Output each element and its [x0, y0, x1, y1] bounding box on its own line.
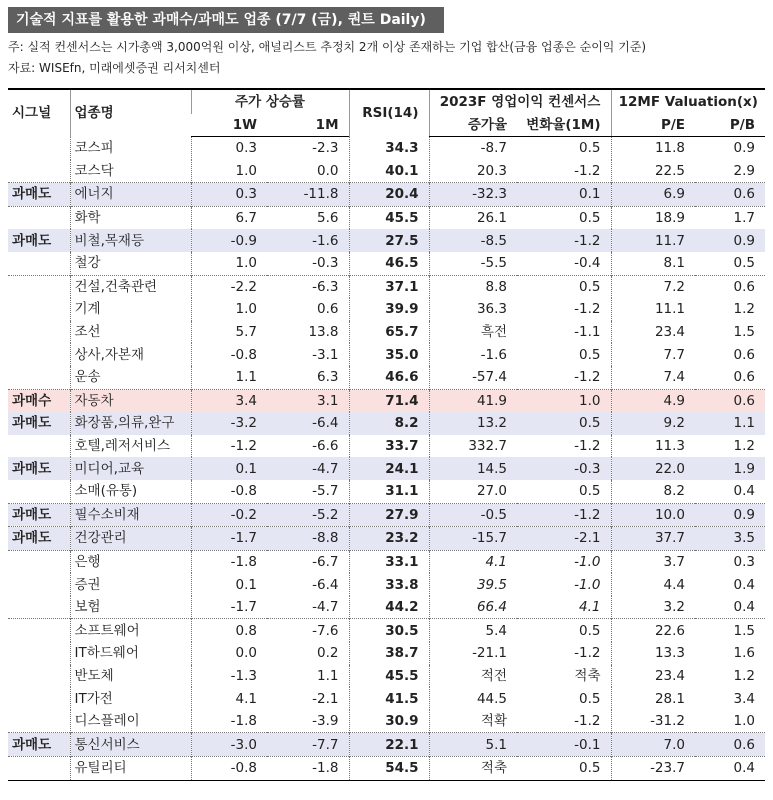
signal-cell — [8, 206, 70, 229]
signal-cell — [8, 573, 70, 596]
industry-cell: 비철,목재등 — [70, 229, 191, 252]
signal-cell — [8, 687, 70, 710]
rsi-cell: 54.5 — [349, 757, 429, 781]
return-1w-cell: -1.7 — [191, 527, 267, 551]
return-1w-cell: -0.9 — [191, 229, 267, 252]
return-1w-cell: 0.1 — [191, 573, 267, 596]
rsi-cell: 27.9 — [349, 503, 429, 527]
table-row — [8, 137, 765, 160]
pb-cell: 2.9 — [733, 162, 756, 179]
rsi-cell: 31.1 — [349, 480, 429, 503]
return-1m-cell: 0.6 — [317, 301, 339, 318]
growth-cell: -0.5 — [429, 503, 517, 527]
industry-cell: 상사,자본재 — [70, 343, 191, 366]
header-pe: P/E — [611, 114, 695, 137]
return-1m-cell: -11.8 — [267, 183, 349, 207]
industry-cell: 필수소비재 — [70, 503, 191, 527]
signal-cell — [8, 619, 70, 642]
pe-cell: 4.9 — [611, 389, 695, 412]
pb-cell: 0.4 — [733, 599, 756, 616]
pe-cell: 9.2 — [611, 412, 695, 435]
return-1m-cell: 1.1 — [317, 667, 339, 684]
pe-cell: 18.9 — [611, 206, 695, 229]
table-row — [8, 457, 765, 480]
table-row — [8, 160, 765, 183]
table-row — [8, 275, 765, 298]
pe-cell: 6.9 — [611, 183, 695, 207]
return-1m-cell: -6.4 — [312, 576, 339, 593]
industry-cell: 증권 — [70, 573, 191, 596]
rsi-cell: 27.5 — [349, 229, 429, 252]
return-1m-cell: -3.9 — [312, 713, 339, 730]
signal-cell — [8, 252, 70, 275]
rsi-cell: 45.5 — [349, 665, 429, 688]
pb-cell: 0.9 — [695, 503, 765, 527]
return-1m-cell: -7.6 — [267, 619, 349, 642]
change-cell: -1.2 — [574, 713, 601, 730]
pe-cell: 13.3 — [611, 642, 695, 665]
return-1w-cell: -0.8 — [191, 757, 267, 781]
rsi-cell: 45.5 — [349, 206, 429, 229]
pb-cell: 0.4 — [733, 483, 756, 500]
table-row — [8, 480, 765, 503]
growth-cell: 5.1 — [429, 733, 517, 757]
change-cell: 0.5 — [517, 619, 611, 642]
pe-cell: 23.4 — [611, 665, 695, 688]
table-row — [8, 642, 765, 665]
return-1w-cell: 1.0 — [191, 298, 267, 321]
signal-cell: 과매도 — [8, 733, 70, 757]
rsi-cell: 33.7 — [349, 435, 429, 458]
table-row — [8, 435, 765, 458]
growth-cell: 적확 — [429, 710, 517, 733]
change-cell: -1.2 — [574, 301, 601, 318]
pe-cell: 22.5 — [611, 160, 695, 183]
signal-cell — [8, 710, 70, 733]
table-row — [8, 321, 765, 344]
rsi-cell: 44.2 — [349, 596, 429, 619]
pe-cell: 8.2 — [611, 480, 695, 503]
pe-cell: -23.7 — [611, 757, 695, 781]
pb-cell: 1.0 — [733, 713, 756, 730]
rsi-cell: 22.1 — [349, 733, 429, 757]
table-row — [8, 343, 765, 366]
return-1w-cell: 1.1 — [191, 366, 267, 389]
table-row — [8, 389, 765, 412]
growth-cell: -15.7 — [429, 527, 517, 551]
table-row — [8, 252, 765, 275]
rsi-cell: 38.7 — [349, 642, 429, 665]
growth-cell: 14.5 — [429, 457, 517, 480]
return-1w-cell: 0.8 — [191, 619, 267, 642]
header-consensus-group: 2023F 영업이익 컨센서스 — [429, 89, 611, 114]
industry-cell: 건설,건축관련 — [70, 275, 191, 298]
change-cell: -1.2 — [574, 162, 601, 179]
pe-cell: 10.0 — [611, 503, 695, 527]
pb-cell: 0.4 — [695, 757, 765, 781]
return-1m-cell: -6.7 — [267, 550, 349, 573]
growth-cell: 8.8 — [429, 275, 517, 298]
pb-cell: 3.4 — [733, 690, 756, 707]
header-1w: 1W — [191, 114, 267, 137]
pe-cell: 3.2 — [611, 596, 695, 619]
return-1m-cell: -2.3 — [312, 140, 339, 157]
indicator-table — [8, 88, 765, 781]
return-1w-cell: -0.8 — [191, 343, 267, 366]
signal-cell — [8, 343, 70, 366]
pe-cell: 37.7 — [611, 527, 695, 551]
signal-cell — [8, 435, 70, 458]
pe-cell: 3.7 — [611, 550, 695, 573]
return-1m-cell: 6.3 — [317, 369, 339, 386]
rsi-cell: 8.2 — [349, 412, 429, 435]
rsi-cell: 24.1 — [349, 457, 429, 480]
pb-cell: 1.6 — [733, 645, 756, 662]
header-pb: P/B — [695, 114, 765, 137]
pe-cell: 22.6 — [611, 619, 695, 642]
growth-cell: -8.7 — [429, 137, 517, 160]
return-1m-cell: -4.7 — [312, 599, 339, 616]
return-1m-cell: -1.8 — [267, 757, 349, 781]
industry-cell: 반도체 — [70, 665, 191, 688]
pe-cell: 28.1 — [611, 687, 695, 710]
industry-cell: 은행 — [70, 550, 191, 573]
pb-cell: 0.9 — [733, 140, 756, 157]
table-title: 기술적 지표를 활용한 과매수/과매도 업종 (7/7 (금), 퀀트 Daily) — [8, 7, 444, 33]
growth-cell: 332.7 — [429, 435, 517, 458]
return-1w-cell: -3.2 — [191, 412, 267, 435]
return-1m-cell: 13.8 — [308, 324, 339, 341]
change-cell: -0.3 — [517, 457, 611, 480]
industry-cell: 코스닥 — [70, 160, 191, 183]
signal-cell — [8, 665, 70, 688]
return-1w-cell: 0.1 — [191, 457, 267, 480]
signal-cell — [8, 550, 70, 573]
pe-cell: -31.2 — [611, 710, 695, 733]
return-1w-cell: -1.7 — [191, 596, 267, 619]
rsi-cell: 41.5 — [349, 687, 429, 710]
signal-cell: 과매도 — [8, 457, 70, 480]
pb-cell: 1.5 — [695, 619, 765, 642]
change-cell: 0.5 — [517, 412, 611, 435]
signal-cell: 과매도 — [8, 412, 70, 435]
table-row — [8, 596, 765, 619]
table-row — [8, 366, 765, 389]
pb-cell: 1.2 — [733, 667, 756, 684]
growth-cell: 4.1 — [429, 550, 517, 573]
return-1w-cell: -2.2 — [191, 275, 267, 298]
rsi-cell: 23.2 — [349, 527, 429, 551]
change-cell: -1.2 — [517, 503, 611, 527]
pe-cell: 4.4 — [611, 573, 695, 596]
return-1m-cell: -4.7 — [267, 457, 349, 480]
industry-cell: 에너지 — [70, 183, 191, 207]
growth-cell: -21.1 — [429, 642, 517, 665]
return-1w-cell: -3.0 — [191, 733, 267, 757]
table-row — [8, 619, 765, 642]
signal-cell — [8, 160, 70, 183]
pe-cell: 7.7 — [611, 343, 695, 366]
industry-cell: 코스피 — [70, 137, 191, 160]
return-1m-cell: -7.7 — [267, 733, 349, 757]
growth-cell: 20.3 — [429, 160, 517, 183]
growth-cell: -57.4 — [429, 366, 517, 389]
growth-cell: 39.5 — [429, 573, 517, 596]
industry-cell: 건강관리 — [70, 527, 191, 551]
return-1m-cell: -6.6 — [312, 438, 339, 455]
change-cell: 0.5 — [579, 346, 601, 363]
table-row — [8, 503, 765, 527]
return-1w-cell: 3.4 — [191, 389, 267, 412]
industry-cell: 화장품,의류,완구 — [70, 412, 191, 435]
change-cell: 4.1 — [579, 599, 601, 616]
header-change: 변화율(1M) — [517, 114, 611, 137]
header-rsi: RSI(14) — [349, 89, 429, 137]
return-1m-cell: -6.4 — [267, 412, 349, 435]
signal-cell: 과매도 — [8, 183, 70, 207]
change-cell: 0.5 — [517, 757, 611, 781]
table-row — [8, 206, 765, 229]
change-cell: -1.0 — [517, 550, 611, 573]
signal-cell: 과매도 — [8, 229, 70, 252]
signal-cell — [8, 137, 70, 160]
change-cell: -1.1 — [574, 324, 601, 341]
change-cell: 0.5 — [579, 690, 601, 707]
industry-cell: 화학 — [70, 206, 191, 229]
header-1m: 1M — [267, 114, 349, 137]
table-row — [8, 757, 765, 781]
industry-cell: 기계 — [70, 298, 191, 321]
header-signal: 시그널 — [8, 89, 70, 137]
return-1w-cell: -1.8 — [191, 550, 267, 573]
growth-cell: 44.5 — [429, 687, 517, 710]
growth-cell: 41.9 — [429, 389, 517, 412]
rsi-cell: 30.9 — [349, 710, 429, 733]
growth-cell: 36.3 — [429, 298, 517, 321]
table-row — [8, 229, 765, 252]
industry-cell: 호텔,레저서비스 — [70, 435, 191, 458]
growth-cell: 66.4 — [429, 596, 517, 619]
rsi-cell: 35.0 — [349, 343, 429, 366]
growth-cell: 5.4 — [429, 619, 517, 642]
rsi-cell: 33.8 — [349, 573, 429, 596]
industry-cell: IT하드웨어 — [70, 642, 191, 665]
pe-cell: 22.0 — [611, 457, 695, 480]
table-row — [8, 573, 765, 596]
change-cell: -0.1 — [517, 733, 611, 757]
rsi-cell: 20.4 — [349, 183, 429, 207]
pe-cell: 23.4 — [611, 321, 695, 344]
rsi-cell: 46.5 — [349, 252, 429, 275]
pb-cell: 1.9 — [695, 457, 765, 480]
return-1m-cell: 5.6 — [267, 206, 349, 229]
rsi-cell: 40.1 — [349, 160, 429, 183]
rsi-cell: 71.4 — [349, 389, 429, 412]
rsi-cell: 37.1 — [349, 275, 429, 298]
pb-cell: 1.1 — [695, 412, 765, 435]
growth-cell: 26.1 — [429, 206, 517, 229]
return-1w-cell: -0.2 — [191, 503, 267, 527]
table-row — [8, 412, 765, 435]
pb-cell: 1.2 — [733, 301, 756, 318]
table-row — [8, 298, 765, 321]
signal-cell — [8, 321, 70, 344]
signal-cell: 과매도 — [8, 527, 70, 551]
signal-cell — [8, 642, 70, 665]
signal-cell — [8, 757, 70, 781]
change-cell: -1.2 — [574, 438, 601, 455]
pe-cell: 7.4 — [611, 366, 695, 389]
source-note: 자료: WISEfn, 미래에셋증권 리서치센터 — [8, 61, 221, 75]
industry-cell: 소프트웨어 — [70, 619, 191, 642]
return-1w-cell: 0.3 — [191, 137, 267, 160]
return-1w-cell: 4.1 — [191, 687, 267, 710]
industry-cell: 디스플레이 — [70, 710, 191, 733]
industry-cell: 미디어,교육 — [70, 457, 191, 480]
change-cell: 0.5 — [517, 206, 611, 229]
pe-cell: 7.2 — [611, 275, 695, 298]
table-row — [8, 733, 765, 757]
growth-cell: -8.5 — [429, 229, 517, 252]
table-row — [8, 550, 765, 573]
pb-cell: 0.6 — [695, 183, 765, 207]
return-1m-cell: -5.2 — [267, 503, 349, 527]
change-cell: 0.1 — [517, 183, 611, 207]
table-row — [8, 183, 765, 207]
change-cell: 적축 — [574, 667, 601, 684]
pb-cell: 0.3 — [695, 550, 765, 573]
growth-cell: 흑전 — [429, 321, 517, 344]
return-1w-cell: -1.3 — [191, 665, 267, 688]
pb-cell: 0.5 — [733, 255, 756, 272]
industry-cell: 자동차 — [70, 389, 191, 412]
pb-cell: 0.6 — [695, 389, 765, 412]
return-1m-cell: -1.6 — [267, 229, 349, 252]
growth-cell: -32.3 — [429, 183, 517, 207]
return-1w-cell: 1.0 — [191, 252, 267, 275]
growth-cell: 27.0 — [429, 480, 517, 503]
change-cell: -0.4 — [574, 255, 601, 272]
signal-cell — [8, 366, 70, 389]
signal-cell — [8, 275, 70, 298]
pe-cell: 7.0 — [611, 733, 695, 757]
return-1m-cell: -0.3 — [312, 255, 339, 272]
pb-cell: 1.2 — [733, 438, 756, 455]
growth-cell: 적전 — [429, 665, 517, 688]
return-1w-cell: 5.7 — [191, 321, 267, 344]
signal-cell: 과매도 — [8, 503, 70, 527]
rsi-cell: 33.1 — [349, 550, 429, 573]
pb-cell: 3.5 — [695, 527, 765, 551]
pb-cell: 0.6 — [695, 275, 765, 298]
return-1m-cell: -8.8 — [267, 527, 349, 551]
table-row — [8, 710, 765, 733]
growth-cell: 적축 — [429, 757, 517, 781]
signal-cell — [8, 480, 70, 503]
pb-cell: 0.4 — [733, 576, 756, 593]
pb-cell: 0.6 — [733, 369, 756, 386]
return-1m-cell: 0.2 — [317, 645, 339, 662]
rsi-cell: 46.6 — [349, 366, 429, 389]
pe-cell: 11.8 — [611, 137, 695, 160]
industry-cell: 철강 — [70, 252, 191, 275]
pe-cell: 11.3 — [611, 435, 695, 458]
industry-cell: 소매(유통) — [70, 480, 191, 503]
header-valuation-group: 12MF Valuation(x) — [611, 89, 765, 114]
pe-cell: 8.1 — [611, 252, 695, 275]
return-1m-cell: -5.7 — [312, 483, 339, 500]
industry-cell: 운송 — [70, 366, 191, 389]
return-1w-cell: -1.2 — [191, 435, 267, 458]
pe-cell: 11.7 — [611, 229, 695, 252]
industry-cell: 보험 — [70, 596, 191, 619]
table-row — [8, 527, 765, 551]
pb-cell: 0.6 — [695, 733, 765, 757]
return-1m-cell: 0.0 — [317, 162, 339, 179]
header-industry: 업종명 — [70, 89, 191, 137]
rsi-cell: 65.7 — [349, 321, 429, 344]
return-1m-cell: -2.1 — [312, 690, 339, 707]
industry-cell: 유틸리티 — [70, 757, 191, 781]
growth-cell: 13.2 — [429, 412, 517, 435]
industry-cell: 통신서비스 — [70, 733, 191, 757]
pe-cell: 11.1 — [611, 298, 695, 321]
industry-cell: 조선 — [70, 321, 191, 344]
rsi-cell: 39.9 — [349, 298, 429, 321]
return-1m-cell: 3.1 — [267, 389, 349, 412]
header-growth: 증가율 — [429, 114, 517, 137]
return-1w-cell: 1.0 — [191, 160, 267, 183]
pb-cell: 1.7 — [695, 206, 765, 229]
return-1w-cell: -1.8 — [191, 710, 267, 733]
industry-cell: IT가전 — [70, 687, 191, 710]
return-1w-cell: 6.7 — [191, 206, 267, 229]
change-cell: -1.2 — [574, 645, 601, 662]
table-row — [8, 665, 765, 688]
pb-cell: 0.6 — [733, 346, 756, 363]
change-cell: 1.0 — [517, 389, 611, 412]
growth-cell: -1.6 — [429, 343, 517, 366]
return-1m-cell: -6.3 — [267, 275, 349, 298]
signal-cell — [8, 298, 70, 321]
pb-cell: 0.9 — [695, 229, 765, 252]
change-cell: -1.2 — [574, 369, 601, 386]
header-price-group: 주가 상승률 — [191, 89, 349, 114]
table-body — [8, 137, 765, 781]
return-1w-cell: 0.3 — [191, 183, 267, 207]
change-cell: 0.5 — [579, 140, 601, 157]
return-1w-cell: 0.0 — [191, 642, 267, 665]
change-cell: 0.5 — [517, 275, 611, 298]
change-cell: -2.1 — [517, 527, 611, 551]
pb-cell: 1.5 — [733, 324, 756, 341]
rsi-cell: 34.3 — [349, 137, 429, 160]
change-cell: -1.0 — [574, 576, 601, 593]
signal-cell: 과매수 — [8, 389, 70, 412]
table-row — [8, 687, 765, 710]
rsi-cell: 30.5 — [349, 619, 429, 642]
return-1w-cell: -0.8 — [191, 480, 267, 503]
change-cell: 0.5 — [579, 483, 601, 500]
return-1m-cell: -3.1 — [312, 346, 339, 363]
signal-cell — [8, 596, 70, 619]
change-cell: -1.2 — [517, 229, 611, 252]
footnote: 주: 실적 컨센서스는 시가총액 3,000억원 이상, 애널리스트 추정치 2개 이상 존재하는 기업 합산(금융 업종은 순이익 기준) — [8, 40, 647, 54]
growth-cell: -5.5 — [429, 252, 517, 275]
